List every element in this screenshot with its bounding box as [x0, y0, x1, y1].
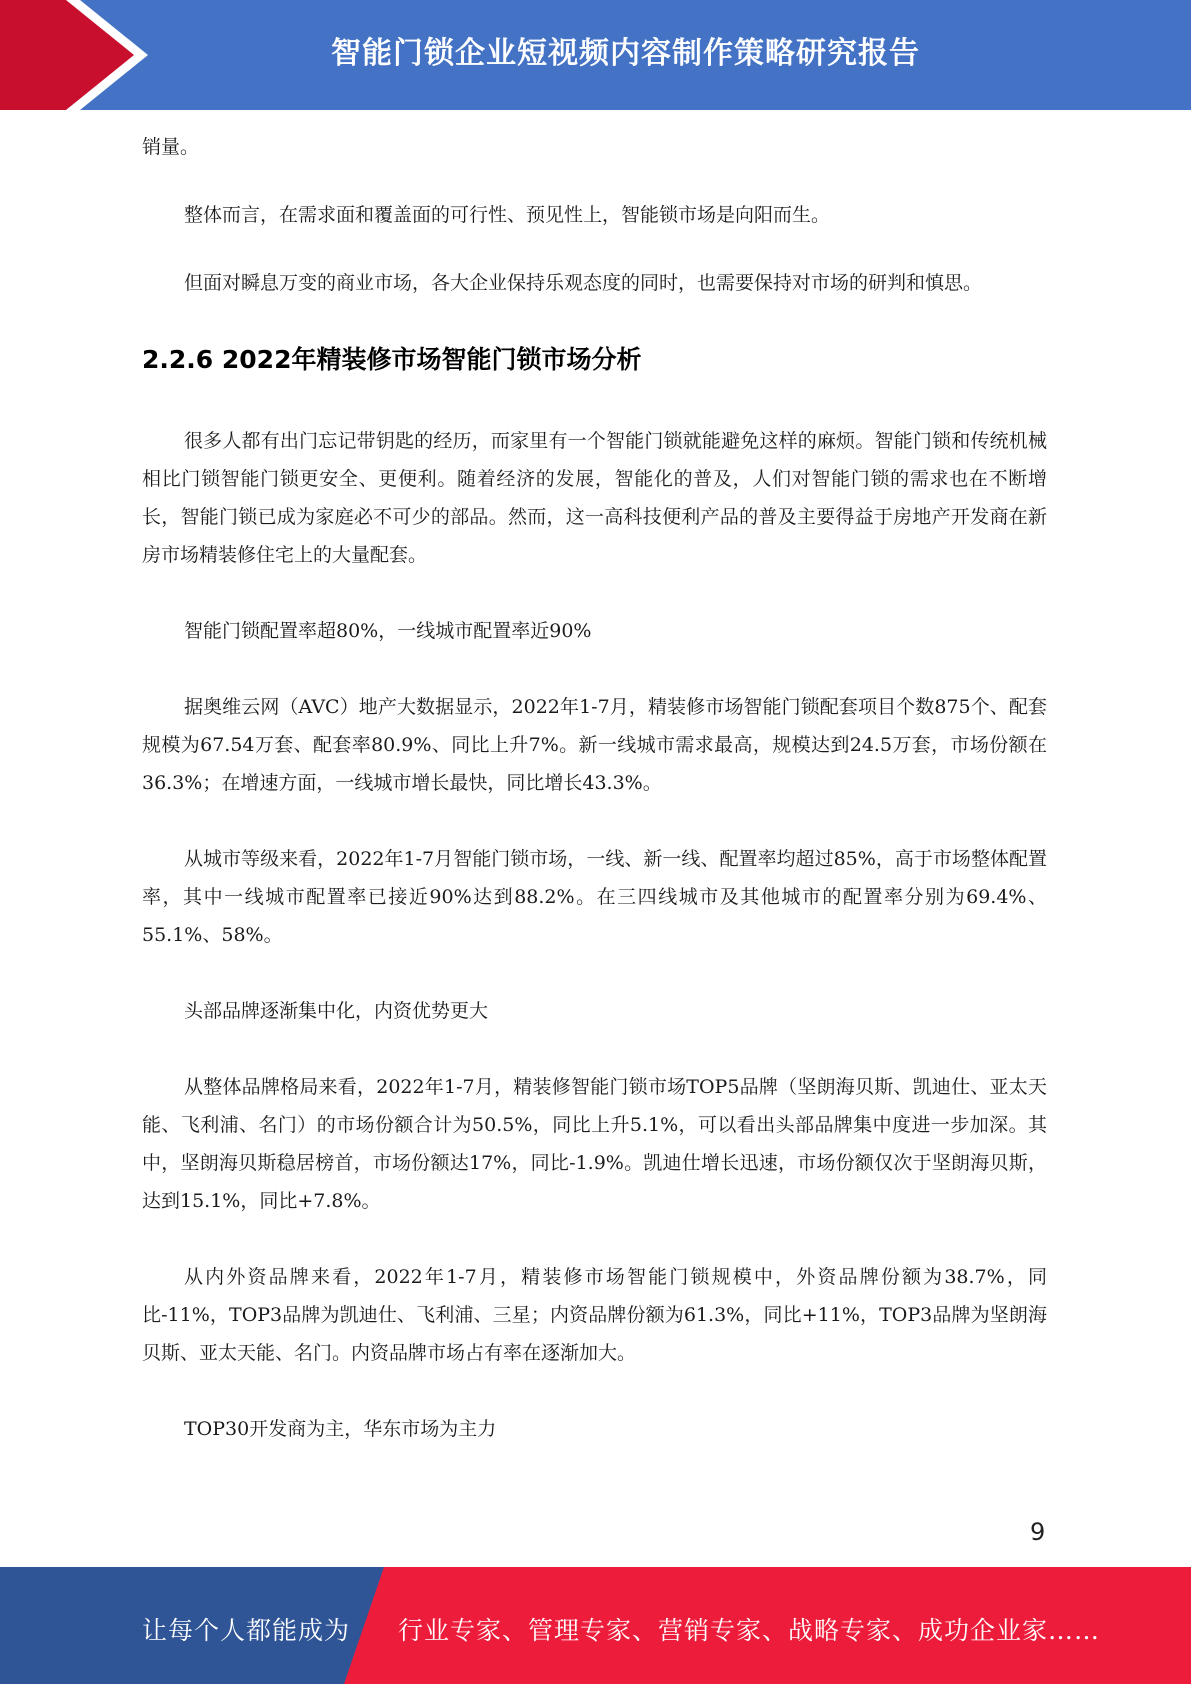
page-number: 9 — [1030, 1518, 1046, 1546]
header-chevron-decoration — [0, 0, 160, 110]
subheading-paragraph: TOP30开发商为主，华东市场为主力 — [184, 1418, 497, 1440]
paragraph: 销量。 — [142, 136, 200, 158]
footer-slogan-left: 让每个人都能成为 — [142, 1616, 351, 1645]
footer-slogan-right: 行业专家、管理专家、营销专家、战略专家、成功企业家…… — [398, 1616, 1101, 1645]
subheading-paragraph: 头部品牌逐渐集中化，内资优势更大 — [184, 1000, 489, 1022]
paragraph: 但面对瞬息万变的商业市场，各大企业保持乐观态度的同时，也需要保持对市场的研判和慎思。 — [184, 272, 983, 294]
paragraph: 从整体品牌格局来看，2022年1-7月，精装修智能门锁市场TOP5品牌（坚朗海贝斯、凯迪仕、亚太天能、飞利浦、名门）的市场份额合计为50.5%，同比上升5.1%，可以看出头部品牌集中度进一步加深。其中，坚朗海贝斯稳居榜首，市场份额达17%，同比-1.9%。凯迪仕增长迅速，市场份额仅次于坚朗海贝斯，达到15.1%，同比+7.8%。 — [142, 1076, 1047, 1212]
footer-banner — [0, 1567, 1191, 1684]
paragraph: 很多人都有出门忘记带钥匙的经历，而家里有一个智能门锁就能避免这样的麻烦。智能门锁和传统机械相比门锁智能门锁更安全、更便利。随着经济的发展，智能化的普及，人们对智能门锁的需求也在不断增长，智能门锁已成为家庭必不可少的部品。然而，这一高科技便利产品的普及主要得益于房地产开发商在新房市场精装修住宅上的大量配套。 — [142, 430, 1047, 566]
page-body — [142, 128, 1047, 1486]
paragraph: 整体而言，在需求面和覆盖面的可行性、预见性上，智能锁市场是向阳而生。 — [184, 204, 831, 226]
paragraph: 从城市等级来看，2022年1-7月智能门锁市场，一线、新一线、配置率均超过85%，高于市场整体配置率，其中一线城市配置率已接近90%达到88.2%。在三四线城市及其他城市的配置率分别为69.4%、55.1%、58%。 — [142, 848, 1047, 946]
report-title: 智能门锁企业短视频内容制作策略研究报告 — [331, 36, 920, 71]
paragraph: 据奥维云网（AVC）地产大数据显示，2022年1-7月，精装修市场智能门锁配套项目个数875个、配套规模为67.54万套、配套率80.9%、同比上升7%。新一线城市需求最高，规模达到24.5万套，市场份额在36.3%；在增速方面，一线城市增长最快，同比增长43.3%。 — [142, 696, 1047, 794]
section-heading: 2.2.6 2022年精装修市场智能门锁市场分析 — [142, 345, 642, 374]
header-banner — [0, 0, 1191, 110]
paragraph: 从内外资品牌来看，2022年1-7月，精装修市场智能门锁规模中，外资品牌份额为38.7%，同比-11%，TOP3品牌为凯迪仕、飞利浦、三星；内资品牌份额为61.3%，同比+11%，TOP3品牌为坚朗海贝斯、亚太天能、名门。内资品牌市场占有率在逐渐加大。 — [142, 1266, 1047, 1364]
subheading-paragraph: 智能门锁配置率超80%，一线城市配置率近90% — [184, 620, 592, 642]
